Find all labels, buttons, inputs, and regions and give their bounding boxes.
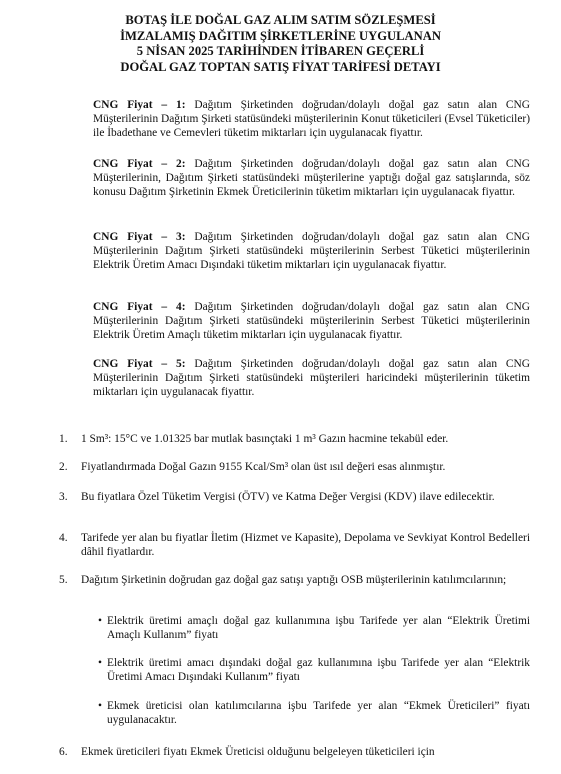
cng-price-4-definition <box>93 300 530 343</box>
bullet-3-text: Ekmek üreticisi olan katılımcılarına işbu Tarifede yer alan “Ekmek Üreticileri” fiyatı uygulanacaktır. <box>107 700 530 727</box>
note-6-number: 6. <box>59 746 68 758</box>
cng-price-1-definition <box>93 98 530 141</box>
cng-price-3-text: Dağıtım Şirketinden doğrudan/dolaylı doğal gaz satın alan CNG Müşterilerinin Dağıtım Şirketi statüsündeki müşterilerinin Serbest Tüketici müşterilerinin Elektrik Üretim Amacı Dışındaki tüketim miktarları için uygulanacak fiyattır. <box>93 231 530 272</box>
note-4-text: Tarifede yer alan bu fiyatlar İletim (Hizmet ve Kapasite), Depolama ve Sevkiyat Kontrol Bedelleri dâhil fiyatlardır. <box>81 532 530 559</box>
cng-price-5-definition <box>93 357 530 400</box>
note-5-text: Dağıtım Şirketinin doğrudan gaz doğal gaz satışı yaptığı OSB müşterilerinin katılımcılarının; <box>81 574 507 586</box>
note-3-number: 3. <box>59 491 68 503</box>
cng-price-5-text: Dağıtım Şirketinden doğrudan/dolaylı doğal gaz satın alan CNG Müşterilerinin Dağıtım Şirketi statüsündeki müşterileri haricindeki müşterilerinin tüketim miktarları için uygulanacak fiyattır. <box>93 358 530 399</box>
note-4 <box>59 531 530 559</box>
title-line-4: DOĞAL GAZ TOPTAN SATIŞ FİYAT TARİFESİ DETAYI <box>120 59 441 74</box>
bullet-2-text: Elektrik üretimi amacı dışındaki doğal gaz kullanımına işbu Tarifede yer alan “Elektrik Üretimi Amacı Dışındaki Kullanım” fiyatı <box>107 657 530 684</box>
note-3 <box>59 490 530 504</box>
note-2-number: 2. <box>59 461 68 473</box>
cng-price-2-text: Dağıtım Şirketinden doğrudan/dolaylı doğal gaz satın alan CNG Müşterilerinin, Dağıtım Şirketi statüsündeki müşterilerine yaptığı doğal gaz satışlarında, söz konusu Dağıtım Şirketinin Ekmek Üreticilerinin tüketim miktarları için uygulanacak fiyattır. <box>93 158 530 199</box>
note-2-text: Fiyatlandırmada Doğal Gazın 9155 Kcal/Sm³ olan üst ısıl değeri esas alınmıştır. <box>81 461 446 473</box>
note-4-number: 4. <box>59 532 68 544</box>
note-6 <box>59 745 530 759</box>
document-title <box>40 13 521 75</box>
bullet-2-marker: • <box>98 657 102 669</box>
cng-price-1-text: Dağıtım Şirketinden doğrudan/dolaylı doğal gaz satın alan CNG Müşterilerinin Dağıtım Şirketi statüsündeki müşterilerinin Konut tüketicileri (Evsel Tüketiciler) ile İbadethane ve Cemevleri tüketim miktarları için uygulanacak fiyattır. <box>93 99 530 140</box>
cng-price-4-label: CNG Fiyat – 4: <box>93 301 186 313</box>
cng-price-5-label: CNG Fiyat – 5: <box>93 358 186 370</box>
note-1-text: 1 Sm³: 15°C ve 1.01325 bar mutlak basınçtaki 1 m³ Gazın hacmine tekabül eder. <box>81 433 449 445</box>
cng-price-2-label: CNG Fiyat – 2: <box>93 158 186 170</box>
note-6-text: Ekmek üreticileri fiyatı Ekmek Üreticisi olduğunu belgeleyen tüketicileri için <box>81 746 435 758</box>
title-line-3: 5 NİSAN 2025 TARİHİNDEN İTİBAREN GEÇERLİ <box>136 44 425 58</box>
note-3-text: Bu fiyatlara Özel Tüketim Vergisi (ÖTV) ve Katma Değer Vergisi (KDV) ilave edilecektir. <box>81 491 495 503</box>
cng-price-1-label: CNG Fiyat – 1: <box>93 99 186 111</box>
note-5-number: 5. <box>59 574 68 586</box>
note-5 <box>59 573 530 587</box>
osb-bullet-3 <box>98 699 530 727</box>
bullet-1-marker: • <box>98 615 102 627</box>
title-line-1: BOTAŞ İLE DOĞAL GAZ ALIM SATIM SÖZLEŞMESİ <box>125 13 436 27</box>
osb-bullet-2 <box>98 656 530 684</box>
cng-price-3-label: CNG Fiyat – 3: <box>93 231 186 243</box>
cng-price-2-definition <box>93 157 530 200</box>
bullet-3-marker: • <box>98 700 102 712</box>
osb-bullet-1 <box>98 614 530 642</box>
title-line-2: İMZALAMIŞ DAĞITIM ŞİRKETLERİNE UYGULANAN <box>120 28 441 43</box>
note-1 <box>59 432 530 446</box>
note-1-number: 1. <box>59 433 68 445</box>
note-2 <box>59 460 530 474</box>
bullet-1-text: Elektrik üretimi amaçlı doğal gaz kullanımına işbu Tarifede yer alan “Elektrik Üretimi Amaçlı Kullanım” fiyatı <box>107 615 530 642</box>
cng-price-4-text: Dağıtım Şirketinden doğrudan/dolaylı doğal gaz satın alan CNG Müşterilerinin Dağıtım Şirketi statüsündeki müşterilerinin Serbest Tüketici müşterilerinin Elektrik Üretim Amaçlı tüketim miktarları için uygulanacak fiyattır. <box>93 301 530 342</box>
cng-price-3-definition <box>93 230 530 273</box>
